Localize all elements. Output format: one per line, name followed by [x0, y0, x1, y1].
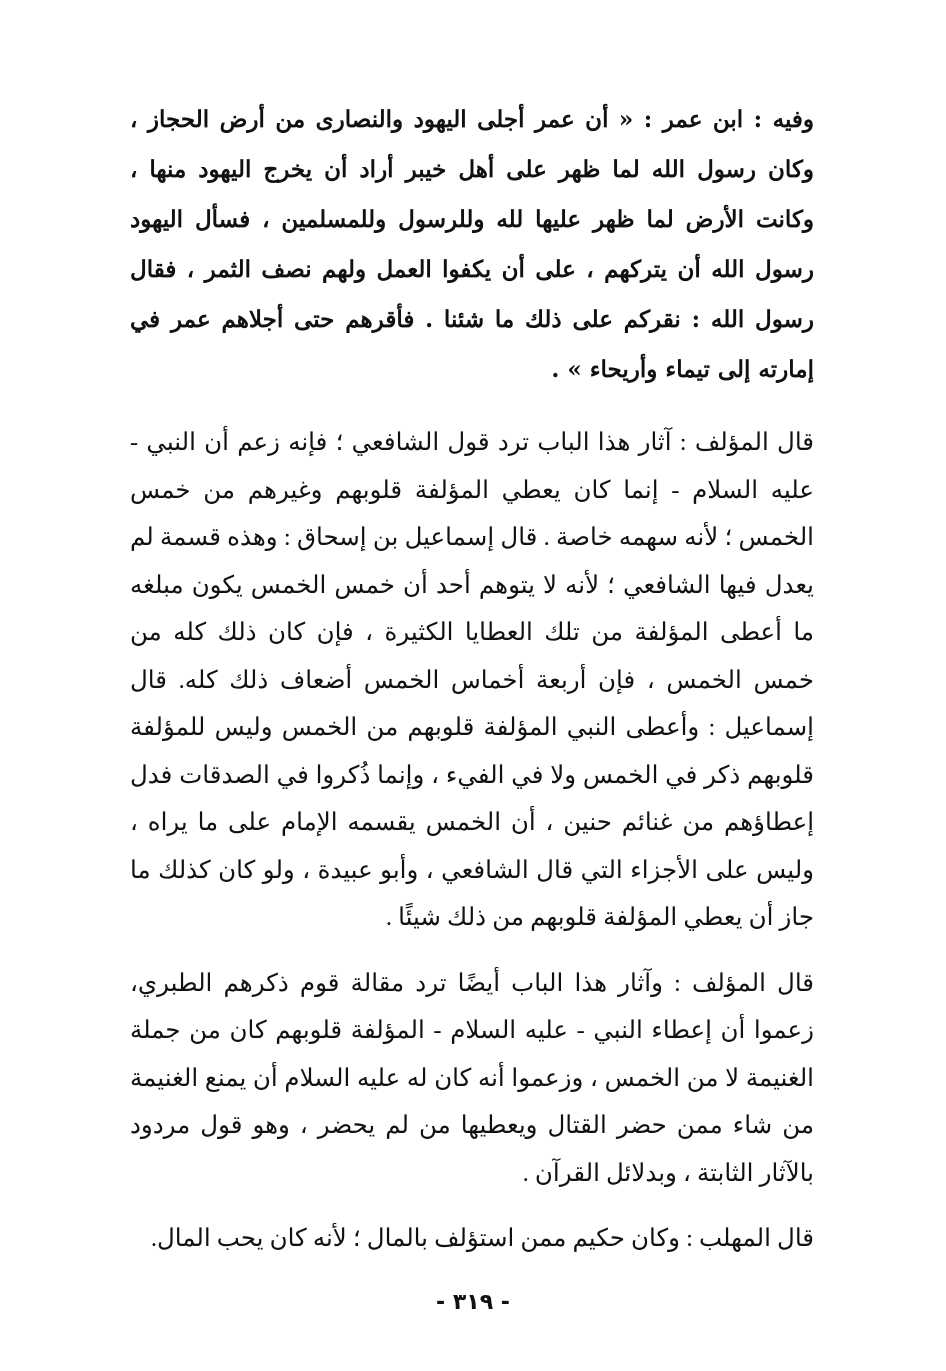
muhallab-paragraph: قال المهلب : وكان حكيم ممن استؤلف بالمال ؛ لأنه كان يحب المال.	[150, 1225, 814, 1252]
page-number: - ٣١٩ -	[436, 1290, 510, 1315]
quote-paragraph: وفيه : ابن عمر : « أن عمر أجلى اليهود والنصارى من أرض الحجاز ، وكان رسول الله لما ظهر على أهل خيبر أراد أن يخرج اليهود منها ، وكانت الأرض لما ظهر عليها لله وللرسول وللمسلمين ، فسأل اليهود رسول الله أن يتركهم ، على أن يكفوا العمل ولهم نصف الثمر ، فقال رسول الله : نقركم على ذلك ما شئنا . فأقرهم حتى أجلاهم عمر في إمارته إلى تيماء وأريحاء » .	[130, 106, 814, 383]
author-commentary-paragraph: قال المؤلف : آثار هذا الباب ترد قول الشافعي ؛ فإنه زعم أن النبي - عليه السلام - إنما كان يعطي المؤلفة قلوبهم وغيرهم من خمس الخمس ؛ لأنه سهمه خاصة . قال إسماعيل بن إسحاق : وهذه قسمة لم يعدل فيها الشافعي ؛ لأنه لا يتوهم أحد أن خمس الخمس يكون مبلغه ما أعطى المؤلفة من تلك العطايا الكثيرة ، فإن كان ذلك كله من خمس الخمس ، فإن أربعة أخماس الخمس أضعاف ذلك كله. قال إسماعيل : وأعطى النبي المؤلفة قلوبهم من الخمس وليس للمؤلفة قلوبهم ذكر في الخمس ولا في الفيء ، وإنما ذُكروا في الصدقات فدل إعطاؤهم من غنائم حنين ، أن الخمس يقسمه الإمام على ما يراه ، وليس على الأجزاء التي قال الشافعي ، وأبو عبيدة ، ولو كان كذلك ما جاز أن يعطي المؤلفة قلوبهم من ذلك شيئًا .	[130, 429, 814, 931]
page-body-text	[130, 95, 814, 1281]
author-commentary-paragraph-2: قال المؤلف : وآثار هذا الباب أيضًا ترد مقالة قوم ذكرهم الطبري، زعموا أن إعطاء النبي - عليه السلام - المؤلفة قلوبهم كان من جملة الغنيمة لا من الخمس ، وزعموا أنه كان له عليه السلام أن يمنع الغنيمة من شاء ممن حضر القتال ويعطيها من لم يحضر ، وهو قول مردود بالآثار الثابتة ، وبدلائل القرآن .	[130, 969, 814, 1187]
